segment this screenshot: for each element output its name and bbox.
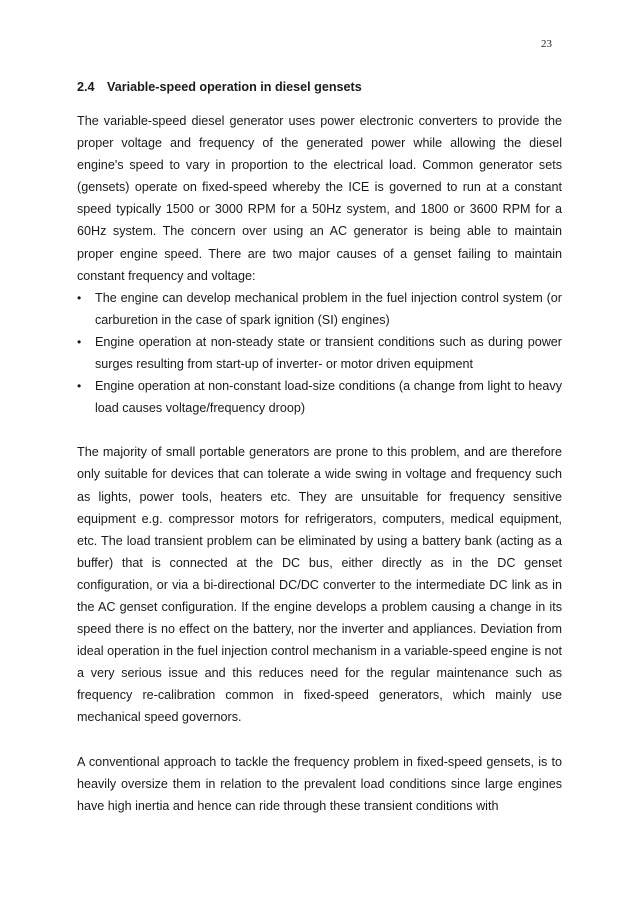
section-heading	[77, 78, 562, 96]
page-number: 23	[541, 38, 552, 50]
bullet-icon: •	[77, 379, 82, 394]
section-title: Variable-speed operation in diesel gensets	[107, 80, 362, 94]
paragraph-conventional-approach: A conventional approach to tackle the frequency problem in fixed-speed gensets, is to heavily oversize them in relation to the prevalent load conditions since large engines have high inertia and hence can ride through these transient conditions with	[77, 754, 562, 813]
bullet-icon: •	[77, 290, 82, 305]
paragraph-intro: The variable-speed diesel generator uses power electronic converters to provide the proper voltage and frequency of the generated power while allowing the diesel engine's speed to vary in proportion to the electrical load. Common generator sets (gensets) operate on fixed-speed whereby the ICE is governed to run at a constant speed typically 1500 or 3000 RPM for a 50Hz system, and 1800 or 3600 RPM for a 60Hz system. The concern over using an AC generator is being able to maintain proper engine speed. There are two major causes of a genset failing to maintain constant frequency and voltage:	[77, 114, 562, 283]
list-item-text: Engine operation at non-steady state or transient conditions such as during power surges resulting from start-up of inverter- or motor driven equipment	[95, 334, 562, 372]
paragraph-spacer	[77, 419, 562, 441]
list-item-text: Engine operation at non-constant load-size conditions (a change from light to heavy load causes voltage/frequency droop)	[95, 379, 562, 416]
causes-list	[77, 287, 562, 420]
list-item	[77, 375, 562, 419]
section-number: 2.4	[77, 80, 95, 94]
document-body	[77, 78, 562, 817]
list-item	[77, 287, 562, 331]
list-item	[77, 331, 562, 375]
paragraph-spacer	[77, 729, 562, 751]
bullet-icon: •	[77, 334, 82, 349]
paragraph-portable-generators: The majority of small portable generators are prone to this problem, and are therefore only suitable for devices that can tolerate a wide swing in voltage and frequency such as lights, power tools, heaters etc. They are unsuitable for frequency sensitive equipment e.g. compressor motors for refrigerators, computers, medical equipment, etc. The load transient problem can be eliminated by using a battery bank (acting as a buffer) that is connected at the DC bus, either directly as in the DC genset configuration, or via a bi-directional DC/DC converter to the intermediate DC link as in the AC genset configuration. If the engine develops a problem causing a change in its speed there is no effect on the battery, nor the inverter and appliances. Deviation from ideal operation in the fuel injection control mechanism in a variable-speed engine is not a very serious issue and this reduces need for the regular maintenance such as frequency re-calibration common in fixed-speed generators, which mainly use mechanical speed governors.	[77, 445, 562, 725]
list-item-text: The engine can develop mechanical problem in the fuel injection control system (or carburetion in the case of spark ignition (SI) engines)	[95, 290, 562, 327]
